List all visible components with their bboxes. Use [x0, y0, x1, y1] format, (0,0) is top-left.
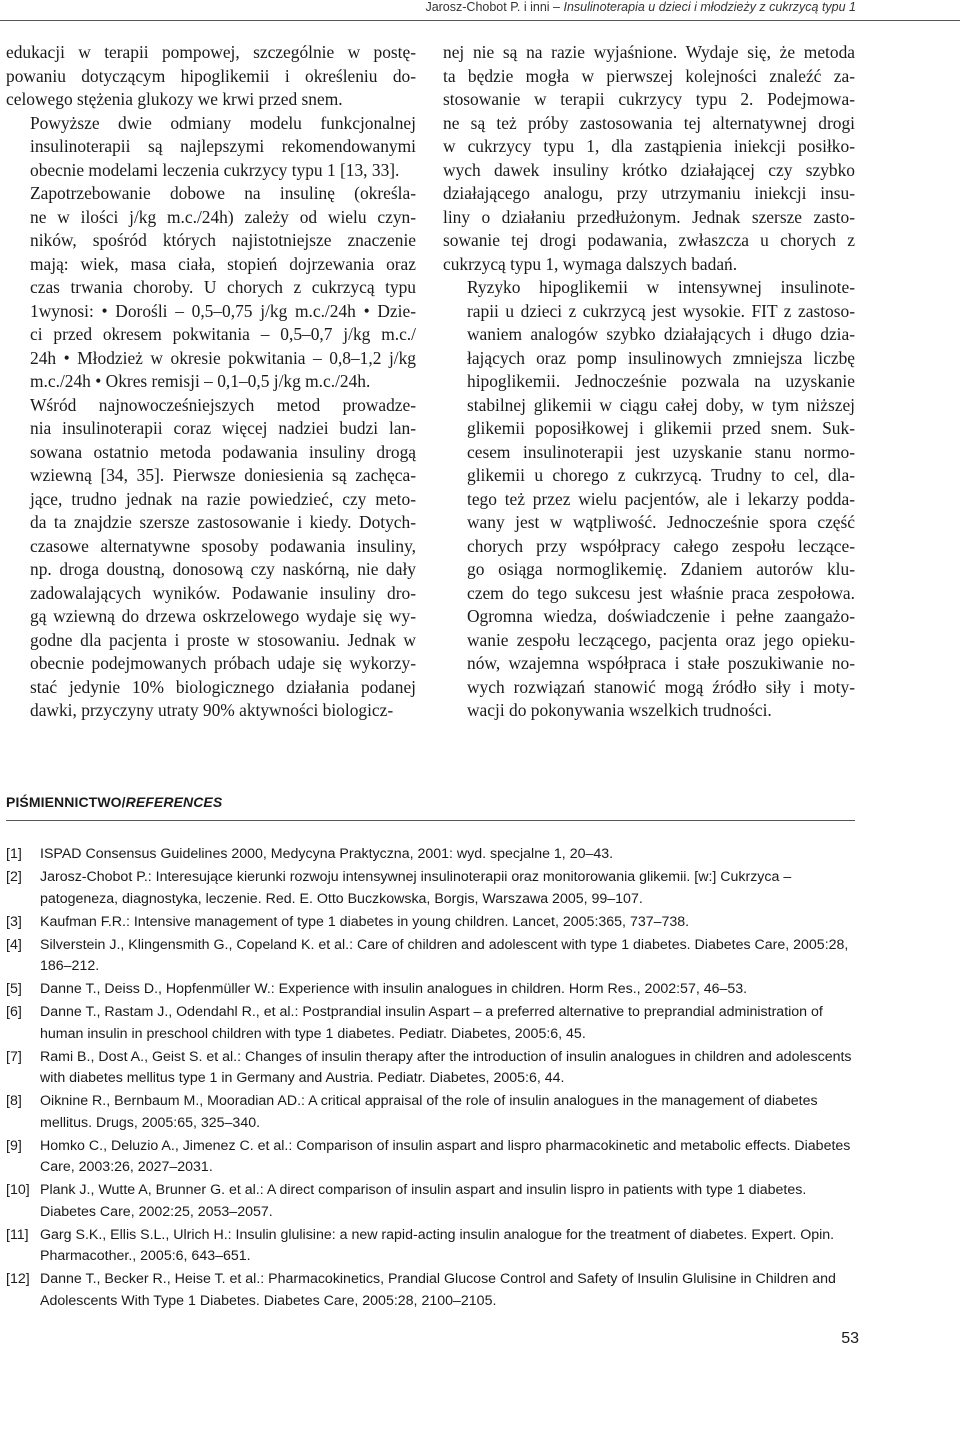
text-line: Wśród najnowocześniejszych metod prowadze- — [30, 394, 416, 415]
references-list — [6, 844, 855, 1314]
reference-item — [6, 844, 855, 866]
reference-item — [6, 912, 855, 934]
text-line: rapii u dzieci z cukrzycą jest wysokie. FIT z zastoso- — [467, 300, 855, 321]
reference-text: Jarosz-Chobot P.: Interesujące kierunki rozwoju intensywnej insulinoterapii oraz monitorowania glikemii. [w:] Cukrzyca – patogeneza, diagnostyka, leczenie. Red. E. Otto Buczkowska, Borgis, Warszawa 2005, 99–107. — [40, 869, 792, 907]
reference-number: [7] — [6, 1048, 22, 1065]
reference-item — [6, 867, 855, 910]
text-line: działającego analogu, przy utrzymaniu iniekcji insu- — [443, 183, 855, 203]
text-line: Powyższe dwie odmiany modelu funkcjonalnej — [30, 112, 416, 133]
reference-item — [6, 1269, 855, 1312]
reference-text: Silverstein J., Klingensmith G., Copeland K. et al.: Care of children and adolescent with type 1 diabetes. Diabetes Care, 2005:28, 186–212. — [40, 936, 849, 974]
text-line: da ta znajdzie szersze zastosowanie i kiedy. Dotych- — [30, 512, 416, 532]
paragraph — [6, 394, 416, 723]
reference-item — [6, 1047, 855, 1090]
reference-item — [6, 935, 855, 978]
reference-text: Danne T., Rastam J., Odendahl R., et al.: Postprandial insulin Aspart – a preferred alternative to preprandial administration of human insulin in preschool children with type 1 diabetes. Pediatr. Diabetes, 2005:6, 45. — [40, 1004, 823, 1042]
text-line: łających oraz pomp insulinowych zmniejsza liczbę — [467, 347, 855, 368]
text-line: ników, spośród których najistotniejsze znaczenie — [30, 230, 416, 250]
text-line: chorych przy współpracy całego zespołu leczące- — [467, 535, 855, 556]
references-heading — [6, 794, 222, 810]
text-line: ne są też próby zastosowania tej alternatywnej drogi — [443, 112, 855, 133]
reference-item — [6, 1180, 855, 1223]
text-line: 24h • Młodzież w okresie pokwitania – 0,8–1,2 j/kg — [30, 347, 416, 368]
paragraph — [443, 41, 855, 276]
reference-text: Plank J., Wutte A, Brunner G. et al.: A direct comparison of insulin aspart and insulin lispro in patients with type 1 diabetes. Diabetes Care, 2002:25, 2053–2057. — [40, 1182, 807, 1220]
reference-item — [6, 1002, 855, 1045]
text-line: mają: wiek, masa ciała, stopień dojrzewania oraz — [30, 253, 416, 274]
reference-number: [12] — [6, 1271, 30, 1287]
running-head-title: Insulinoterapia u dzieci i młodzieży z cukrzycą typu 1 — [563, 0, 856, 14]
reference-number: [6] — [6, 1004, 22, 1020]
reference-number: [1] — [6, 846, 22, 862]
paragraph — [443, 276, 855, 723]
reference-number: [3] — [6, 913, 22, 930]
text-line: wany jest w wątpliwość. Jednocześnie spora część — [467, 512, 855, 532]
text-line: Zapotrzebowanie dobowe na insulinę (określa- — [30, 183, 416, 203]
text-line: stosowanie w terapii cukrzycy typu 2. Podejmowa- — [443, 89, 855, 109]
text-line: insulinoterapii są najlepszymi rekomendowanymi — [30, 136, 416, 156]
text-line: godne dla pacjenta i proste w stosowaniu. Jednak w — [30, 629, 416, 650]
paragraph — [6, 182, 416, 394]
reference-number: [2] — [6, 869, 22, 885]
text-line: czas trwania choroby. U chorych z cukrzycą typu — [30, 277, 416, 297]
reference-number: [4] — [6, 936, 22, 953]
text-line: cukrzycą typu 1, wymaga dalszych badań. — [443, 253, 738, 274]
text-line: ta będzie mogła w pierwszej kolejności znaleźć za- — [443, 65, 855, 86]
text-line: tego też przez wielu pacjentów, ale i lekarzy podda- — [467, 488, 855, 509]
text-line: waniem analogów szybko działających i długo dzia- — [467, 324, 855, 344]
text-line: dawki, przyczyny utraty 90% aktywności biologicz- — [30, 700, 394, 720]
reference-number: [10] — [6, 1182, 30, 1198]
reference-text: Danne T., Becker R., Heise T. et al.: Pharmacokinetics, Prandial Glucose Control and Safety of Insulin Glulisine in Children and Adolescents With Type 1 Diabetes. Diabetes Care, 2005:28, 2100–2105. — [40, 1271, 836, 1309]
text-line: wych dawek insuliny krótko działającej czy szybko — [443, 159, 855, 180]
text-line: obecnie podejmowanych próbach udaje się wykorzy- — [30, 653, 416, 673]
running-head-text — [425, 0, 856, 14]
text-line: ci przed okresem pokwitania – 0,5–0,7 j/kg m.c./ — [30, 324, 416, 344]
reference-item — [6, 1225, 855, 1268]
text-line: stać jedynie 10% biologicznego działania podanej — [30, 676, 416, 697]
text-line: stabilnej glikemii w ciągu całej doby, w tym niższej — [467, 394, 855, 415]
text-line: gą wziewną do drzewa oskrzelowego wydaje się wy- — [30, 606, 416, 626]
running-head — [0, 0, 960, 21]
text-line: nia insulinoterapii coraz więcej nadziei budzi lan- — [30, 418, 416, 438]
text-line: 1wynosi: • Dorośli – 0,5–0,75 j/kg m.c./24h • Dzie- — [30, 300, 416, 321]
text-line: sowanie tej drogi podawania, zwłaszcza u chorych z — [443, 230, 855, 250]
text-line: wacji do pokonywania wszelkich trudności. — [467, 700, 772, 720]
reference-number: [11] — [6, 1226, 29, 1243]
text-line: liny o działaniu przedłużonym. Jednak szersze zasto- — [443, 206, 855, 227]
text-line: wziewną [34, 35]. Pierwsze doniesienia są zachęca- — [30, 465, 416, 485]
paragraph — [6, 112, 416, 183]
text-line: nej nie są na razie wyjaśnione. Wydaje się, że metoda — [443, 42, 855, 62]
text-line: czasowe alternatywne sposoby podawania insuliny, — [30, 535, 416, 556]
reference-item — [6, 1136, 855, 1179]
reference-text: Danne T., Deiss D., Hopfenmüller W.: Experience with insulin analogues in children. Horm Res., 2002:57, 46–53. — [40, 981, 748, 997]
text-line: np. droga doustną, donosową czy naskórną, nie dały — [30, 559, 416, 579]
text-line: wanie zespołu leczącego, pacjenta oraz jego opieku- — [467, 629, 855, 650]
text-line: obecnie modelami leczenia cukrzycy typu 1 [13, 33]. — [30, 159, 400, 180]
text-line: Ryzyko hipoglikemii w intensywnej insulinote- — [467, 277, 855, 297]
reference-text: Rami B., Dost A., Geist S. et al.: Changes of insulin therapy after the introduction of insulin analogues in children and adolescents with diabetes mellitus type 1 in Germany and Austria. Pediatr. Diabetes, 2005:6, 44. — [40, 1048, 852, 1086]
page-number: 53 — [841, 1330, 859, 1347]
text-line: Ogromna wiedza, doświadczenie i pełne zaangażo- — [467, 606, 855, 626]
reference-number: [5] — [6, 981, 22, 997]
references-divider — [6, 820, 855, 821]
text-line: nów, wzajemna współpraca i stałe poszukiwanie no- — [467, 653, 855, 673]
text-line: sowana ostatnio metoda podawania insuliny drogą — [30, 441, 416, 462]
left-text-column — [6, 41, 416, 723]
text-line: ne w ilości j/kg m.c./24h) zależy od wielu czyn- — [30, 206, 416, 227]
right-text-column — [443, 41, 855, 723]
text-line: go osiąga normoglikemię. Zdaniem autorów klu- — [467, 559, 855, 579]
reference-text: Oiknine R., Bernbaum M., Mooradian AD.: A critical appraisal of the role of insulin analogues in the management of diabetes mellitus. Drugs, 2005:65, 325–340. — [40, 1093, 818, 1131]
reference-number: [8] — [6, 1093, 22, 1109]
text-line: powaniu dotyczącym hipoglikemii i określeniu do- — [6, 65, 416, 86]
reference-text: Garg S.K., Ellis S.L., Ulrich H.: Insulin glulisine: a new rapid-acting insulin analogue for the treatment of diabetes. Expert. Opin. Pharmacother., 2005:6, 643–651. — [40, 1226, 835, 1264]
text-line: cesem insulinoterapii jest uzyskanie stanu normo- — [467, 441, 855, 462]
text-line: celowego stężenia glukozy we krwi przed snem. — [6, 89, 343, 109]
reference-number: [9] — [6, 1137, 22, 1154]
text-line: jące, trudno jednak na razie powiedzieć, czy meto- — [30, 488, 416, 509]
reference-text: ISPAD Consensus Guidelines 2000, Medycyna Praktyczna, 2001: wyd. specjalne 1, 20–43. — [40, 846, 614, 862]
text-line: glikemii poposiłkowej i glikemii przed snem. Suk- — [467, 418, 855, 438]
text-line: m.c./24h • Okres remisji – 0,1–0,5 j/kg m.c./24h. — [30, 371, 371, 391]
text-line: czem do tego sukcesu jest właśnie praca zespołowa. — [467, 582, 855, 603]
text-line: hipoglikemii. Jednocześnie pozwala na uzyskanie — [467, 371, 855, 391]
text-line: edukacji w terapii pompowej, szczególnie w postę- — [6, 42, 416, 62]
reference-text: Homko C., Deluzio A., Jimenez C. et al.: Comparison of insulin aspart and lispro pharmacokinetic and metabolic effects. Diabetes Care, 2003:26, 2027–2031. — [40, 1137, 851, 1175]
reference-item — [6, 979, 855, 1001]
reference-item — [6, 1091, 855, 1134]
references-heading-en: REFERENCES — [125, 794, 223, 810]
text-line: zadowalających wyników. Podawanie insuliny dro- — [30, 582, 416, 603]
text-line: glikemii u chorego z cukrzycą. Trudny to cel, dla- — [467, 465, 855, 485]
reference-text: Kaufman F.R.: Intensive management of type 1 diabetes in young children. Lancet, 2005:365, 737–738. — [40, 913, 690, 930]
text-line: w cukrzycy typu 1, dla zastąpienia iniekcji posiłko- — [443, 136, 855, 156]
text-line: wych rozwiązań stanowić mogą źródło siły i moty- — [467, 676, 855, 697]
running-head-authors: Jarosz-Chobot P. i inni – — [425, 0, 561, 14]
paragraph — [6, 41, 416, 112]
references-heading-pl: PIŚMIENNICTWO/ — [6, 794, 126, 810]
